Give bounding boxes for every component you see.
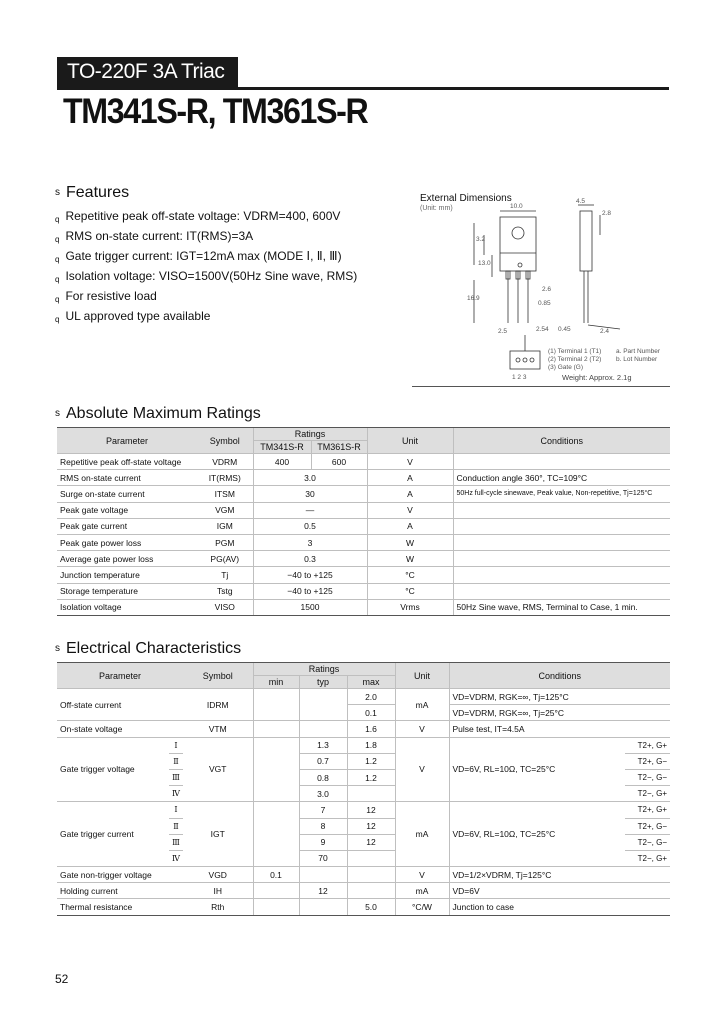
symbol-cell: IT(RMS) (197, 470, 253, 486)
item-bullet: q (55, 255, 60, 264)
max-cell: 12 (347, 802, 395, 818)
max-cell: 2.0 (347, 689, 395, 705)
dim-label: 10.0 (510, 203, 523, 210)
mode-cell: Ⅱ (169, 753, 183, 769)
min-cell (253, 721, 299, 737)
cond-cell: Pulse test, IT=4.5A (449, 721, 670, 737)
max-cell (347, 786, 395, 802)
typ-cell (299, 899, 347, 915)
param-cell: Junction temperature (57, 567, 197, 583)
feature-text: Repetitive peak off-state voltage: VDRM=400, 600V (65, 209, 341, 223)
abs-max-table (57, 427, 670, 616)
item-bullet: q (55, 315, 60, 324)
unit-cell: mA (395, 883, 449, 899)
col-unit: Unit (395, 663, 449, 689)
mode-cell: Ⅲ (169, 834, 183, 850)
col-symbol: Symbol (183, 663, 253, 689)
col-typ: typ (299, 676, 347, 689)
symbol-cell: PGM (197, 534, 253, 550)
features-heading-text: Features (66, 184, 130, 201)
dim-label: 2.54 (536, 326, 549, 333)
item-bullet: q (55, 215, 60, 224)
typ-cell: 0.8 (299, 769, 347, 785)
table-row (57, 583, 670, 599)
feature-item (55, 207, 357, 227)
unit-cell: Vrms (367, 599, 453, 615)
section-bullet: s (55, 643, 60, 655)
cond-cell (453, 583, 670, 599)
symbol-cell: VGM (197, 502, 253, 518)
unit-cell: V (395, 737, 449, 802)
terminal-cell: T2+, G+ (625, 802, 670, 818)
param-cell: Off-state current (57, 689, 183, 721)
symbol-cell: Rth (183, 899, 253, 915)
col-ratings: Ratings (253, 663, 395, 676)
param-cell: Thermal resistance (57, 899, 183, 915)
min-cell (253, 737, 299, 753)
max-cell (347, 883, 395, 899)
cond-cell: VD=6V, RL=10Ω, TC=25°C (449, 802, 625, 867)
max-cell: 1.6 (347, 721, 395, 737)
typ-cell (299, 689, 347, 705)
terminal-cell: T2+, G− (625, 753, 670, 769)
feature-text: RMS on-state current: IT(RMS)=3A (65, 229, 254, 243)
cond-cell (453, 454, 670, 470)
unit-cell: V (367, 454, 453, 470)
param-cell: Surge on-state current (57, 486, 197, 502)
param-cell: RMS on-state current (57, 470, 197, 486)
mode-cell: Ⅱ (169, 818, 183, 834)
unit-cell: A (367, 486, 453, 502)
typ-cell: 1.3 (299, 737, 347, 753)
col-ratings: Ratings (253, 428, 367, 441)
header-rule (57, 87, 669, 90)
col-symbol: Symbol (197, 428, 253, 454)
table-row (57, 470, 670, 486)
dim-label: 2.6 (542, 286, 552, 293)
unit-cell: V (395, 721, 449, 737)
col-conditions: Conditions (449, 663, 670, 689)
feature-item (55, 267, 357, 287)
mode-cell: Ⅳ (169, 850, 183, 866)
symbol-cell: Tj (197, 567, 253, 583)
table-row (57, 737, 670, 753)
pin-label: 1 2 3 (512, 374, 527, 381)
dim-label: 4.5 (576, 198, 586, 205)
param-cell: Holding current (57, 883, 183, 899)
table-row (57, 883, 670, 899)
typ-cell: 0.7 (299, 753, 347, 769)
pin-note: (2) Terminal 2 (T2) (548, 356, 602, 363)
cond-cell: VD=6V (449, 883, 670, 899)
max-cell (347, 850, 395, 866)
min-cell (253, 753, 299, 769)
min-cell (253, 705, 299, 721)
min-cell (253, 834, 299, 850)
abs-max-heading (55, 405, 261, 423)
table-row (57, 534, 670, 550)
unit-cell: mA (395, 689, 449, 721)
item-bullet: q (55, 235, 60, 244)
unit-cell: V (367, 502, 453, 518)
cond-cell: 50Hz full-cycle sinewave, Peak value, Non-repetitive, Tj=125°C (453, 486, 670, 502)
cond-cell: 50Hz Sine wave, RMS, Terminal to Case, 1 min. (453, 599, 670, 615)
typ-cell: 70 (299, 850, 347, 866)
table-row (57, 689, 670, 705)
feature-item (55, 227, 357, 247)
symbol-cell: IDRM (183, 689, 253, 721)
cond-cell: VD=1/2×VDRM, Tj=125°C (449, 867, 670, 883)
typ-cell (299, 721, 347, 737)
feature-item (55, 307, 357, 327)
value-cell: 1500 (253, 599, 367, 615)
typ-cell: 7 (299, 802, 347, 818)
value-cell: 3 (253, 534, 367, 550)
col-parameter: Parameter (57, 428, 197, 454)
cond-cell (453, 518, 670, 534)
symbol-cell: VTM (183, 721, 253, 737)
max-cell: 12 (347, 818, 395, 834)
param-cell: Gate trigger current (57, 802, 169, 867)
col-tm361: TM361S-R (311, 441, 367, 454)
symbol-cell: VGT (183, 737, 253, 802)
page-number: 52 (55, 972, 69, 986)
mode-cell: Ⅳ (169, 786, 183, 802)
cond-cell: VD=VDRM, RGK=∞, Tj=25°C (449, 705, 670, 721)
symbol-cell: IH (183, 883, 253, 899)
min-cell (253, 899, 299, 915)
dim-label: 0.45 (558, 326, 571, 333)
symbol-cell: VISO (197, 599, 253, 615)
cond-cell: Conduction angle 360°, TC=109°C (453, 470, 670, 486)
typ-cell: 9 (299, 834, 347, 850)
cond-cell (453, 534, 670, 550)
cond-cell (453, 567, 670, 583)
param-cell: Peak gate power loss (57, 534, 197, 550)
part-title: TM341S-R, TM361S-R (63, 92, 368, 131)
param-cell: Gate trigger voltage (57, 737, 169, 802)
lot-number-note: b. Lot Number (616, 356, 658, 363)
min-cell: 0.1 (253, 867, 299, 883)
value-cell: −40 to +125 (253, 567, 367, 583)
table-row (57, 454, 670, 470)
min-cell (253, 850, 299, 866)
min-cell (253, 769, 299, 785)
cond-cell (453, 502, 670, 518)
mode-cell: Ⅲ (169, 769, 183, 785)
symbol-cell: VDRM (197, 454, 253, 470)
electrical-heading-text: Electrical Characteristics (66, 640, 242, 657)
param-cell: Peak gate voltage (57, 502, 197, 518)
abs-max-heading-text: Absolute Maximum Ratings (66, 405, 261, 422)
value-cell: 0.5 (253, 518, 367, 534)
param-cell: Repetitive peak off-state voltage (57, 454, 197, 470)
dim-label: 13.0 (478, 260, 491, 267)
typ-cell: 12 (299, 883, 347, 899)
table-row (57, 567, 670, 583)
feature-text: UL approved type available (65, 309, 211, 323)
unit-cell: A (367, 470, 453, 486)
pin-note: (3) Gate (G) (548, 364, 584, 371)
min-cell (253, 786, 299, 802)
param-cell: Average gate power loss (57, 551, 197, 567)
value-cell: 30 (253, 486, 367, 502)
section-bullet: s (55, 187, 60, 199)
min-cell (253, 689, 299, 705)
value-cell: 0.3 (253, 551, 367, 567)
feature-item (55, 287, 357, 307)
cond-cell (453, 551, 670, 567)
table-row (57, 486, 670, 502)
param-cell: Gate non-trigger voltage (57, 867, 183, 883)
value-cell: 3.0 (253, 470, 367, 486)
max-cell: 1.8 (347, 737, 395, 753)
max-cell: 1.2 (347, 753, 395, 769)
col-max: max (347, 676, 395, 689)
min-cell (253, 818, 299, 834)
table-row (57, 518, 670, 534)
table-row (57, 899, 670, 915)
electrical-heading (55, 640, 241, 658)
section-bullet: s (55, 408, 60, 420)
mode-cell: Ⅰ (169, 737, 183, 753)
value-b-cell: 600 (311, 454, 367, 470)
pin-note: (1) Terminal 1 (T1) (548, 348, 602, 355)
typ-cell: 8 (299, 818, 347, 834)
param-cell: On-state voltage (57, 721, 183, 737)
dimensions-unit: (Unit: mm) (420, 205, 453, 212)
symbol-cell: Tstg (197, 583, 253, 599)
col-min: min (253, 676, 299, 689)
feature-item (55, 247, 357, 267)
unit-cell: °C/W (395, 899, 449, 915)
feature-text: For resistive load (65, 289, 157, 303)
symbol-cell: IGT (183, 802, 253, 867)
cond-cell: VD=6V, RL=10Ω, TC=25°C (449, 737, 625, 802)
features-heading (55, 184, 129, 202)
table-row (57, 551, 670, 567)
max-cell (347, 867, 395, 883)
weight-note: Weight: Approx. 2.1g (562, 373, 632, 382)
package-title: TO-220F 3A Triac (57, 57, 238, 87)
cond-cell: VD=VDRM, RGK=∞, Tj=125°C (449, 689, 670, 705)
table-row (57, 867, 670, 883)
max-cell: 0.1 (347, 705, 395, 721)
min-cell (253, 802, 299, 818)
dim-label: 3.2 (476, 236, 486, 243)
param-cell: Isolation voltage (57, 599, 197, 615)
cond-cell: Junction to case (449, 899, 670, 915)
unit-cell: V (395, 867, 449, 883)
table-row (57, 599, 670, 615)
dim-label: 0.85 (538, 300, 551, 307)
value-cell: — (253, 502, 367, 518)
dim-label: 16.9 (467, 295, 480, 302)
param-cell: Peak gate current (57, 518, 197, 534)
dim-label: 2.8 (602, 210, 612, 217)
terminal-cell: T2−, G+ (625, 850, 670, 866)
table-row (57, 721, 670, 737)
table-row (57, 502, 670, 518)
part-number-note: a. Part Number (616, 348, 661, 355)
table-row (57, 802, 670, 818)
package-drawing (412, 195, 670, 385)
param-cell: Storage temperature (57, 583, 197, 599)
col-conditions: Conditions (453, 428, 670, 454)
dim-label: 2.4 (600, 328, 610, 335)
unit-cell: °C (367, 567, 453, 583)
symbol-cell: PG(AV) (197, 551, 253, 567)
symbol-cell: IGM (197, 518, 253, 534)
col-tm341: TM341S-R (253, 441, 311, 454)
item-bullet: q (55, 295, 60, 304)
max-cell: 1.2 (347, 769, 395, 785)
feature-text: Isolation voltage: VISO=1500V(50Hz Sine wave, RMS) (65, 269, 358, 283)
unit-cell: W (367, 534, 453, 550)
features-list (55, 207, 357, 327)
dim-label: 2.5 (498, 328, 508, 335)
max-cell: 5.0 (347, 899, 395, 915)
dimensions-title: External Dimensions (420, 193, 512, 204)
terminal-cell: T2+, G+ (625, 737, 670, 753)
typ-cell (299, 705, 347, 721)
value-cell: −40 to +125 (253, 583, 367, 599)
terminal-cell: T2−, G− (625, 834, 670, 850)
typ-cell: 3.0 (299, 786, 347, 802)
typ-cell (299, 867, 347, 883)
col-unit: Unit (367, 428, 453, 454)
unit-cell: °C (367, 583, 453, 599)
electrical-table (57, 662, 670, 916)
col-parameter: Parameter (57, 663, 183, 689)
unit-cell: W (367, 551, 453, 567)
symbol-cell: ITSM (197, 486, 253, 502)
max-cell: 12 (347, 834, 395, 850)
terminal-cell: T2+, G− (625, 818, 670, 834)
symbol-cell: VGD (183, 867, 253, 883)
feature-text: Gate trigger current: IGT=12mA max (MODE Ⅰ, Ⅱ, Ⅲ) (65, 249, 342, 263)
value-a-cell: 400 (253, 454, 311, 470)
unit-cell: mA (395, 802, 449, 867)
terminal-cell: T2−, G+ (625, 786, 670, 802)
min-cell (253, 883, 299, 899)
mode-cell: Ⅰ (169, 802, 183, 818)
terminal-cell: T2−, G− (625, 769, 670, 785)
unit-cell: A (367, 518, 453, 534)
item-bullet: q (55, 275, 60, 284)
